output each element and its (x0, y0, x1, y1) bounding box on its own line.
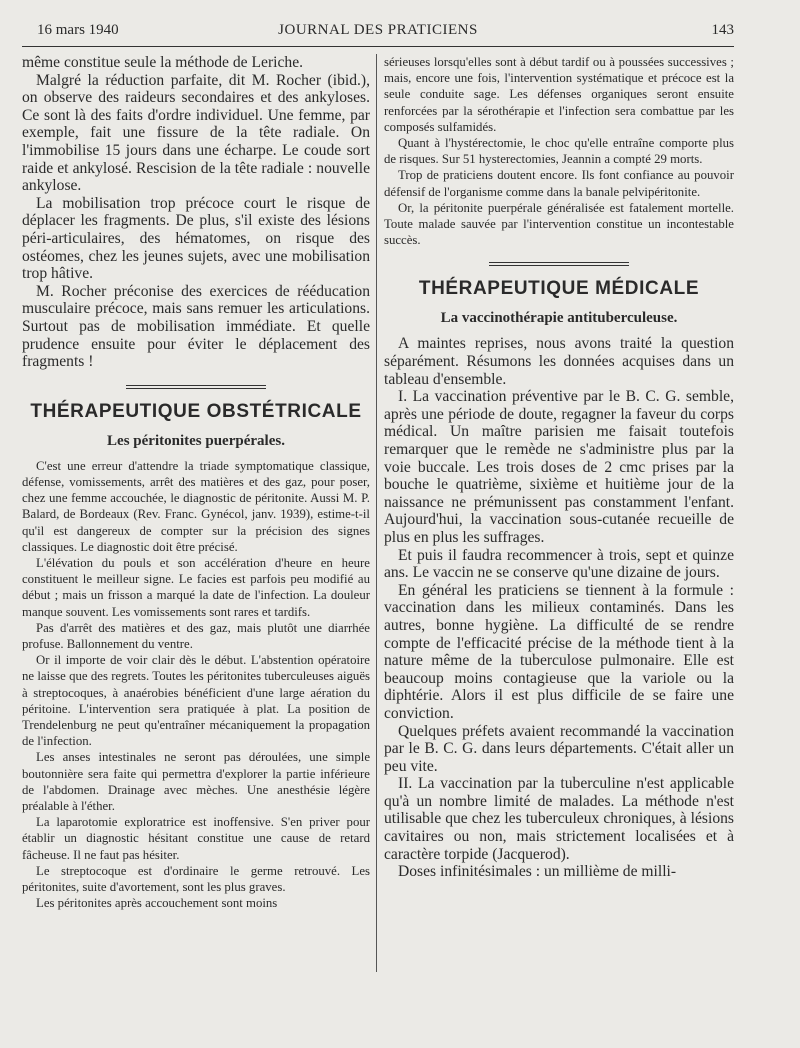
header-journal-title: JOURNAL DES PRATICIENS (278, 22, 478, 38)
article-title: Les péritonites puerpérales. (107, 432, 285, 449)
paragraph: même constitue seule la méthode de Leriche. (22, 54, 304, 71)
paragraph: II. La vaccination par la tuberculine n'est applicable qu'à un nombre limité de malades. La méthode n'est utilisable que chez les tuberculeux chroniques, à lésions cavitaires ou non, mais strictement localisées et à caractère torpide (Jacquerod). (384, 775, 734, 863)
right-column (384, 54, 734, 881)
paragraph: Malgré la réduction parfaite, dit M. Rocher (ibid.), on observe des raideurs secondaires et des ankyloses. Ce sont là des faits d'ordre individuel. Une femme, par exemple, fait une fissure de la tête radiale. On l'immobilise 15 jours dans une écharpe. Le coude sort raide et ankylosé. Rescision de la tête radiale : nouvelle ankylose. (22, 71, 370, 195)
paragraph: La mobilisation trop précoce court le risque de déplacer les fragments. De plus, s'il existe des lésions péri-articulaires, des hématomes, on risque des ostéomes, chez les jeunes sujets, avec une mobilisation trop hâtive. (22, 194, 370, 283)
paragraph: Les péritonites après accouchement sont moins (36, 896, 278, 911)
paragraph: Le streptocoque est d'ordinaire le germe retrouvé. Les péritonites, suite d'avortement, sont les plus graves. (22, 863, 370, 894)
paragraph: Les anses intestinales ne seront pas déroulées, une simple boutonnière sera faite qui permettra d'explorer la partie inférieure de l'abdomen. Drainage avec mèches. Une anesthésie légère préalable à l'éther. (22, 750, 370, 813)
section-divider (489, 262, 629, 266)
paragraph: sérieuses lorsqu'elles sont à début tardif ou à poussées successives ; mais, encore une fois, l'intervention systématique et précoce est la seule conduite sage. Les défenses organiques seront ensuite renforcées par la sérothérapie et l'infection sera combattue par les composés sulfamidés. (384, 55, 734, 134)
paragraph: M. Rocher préconise des exercices de rééducation musculaire précoce, mais sans remuer les articulations. Surtout pas de mobilisation immédiate. Et quelle prudence ensuite pour éviter le déplacement des fragments ! (22, 282, 370, 371)
running-header (22, 20, 734, 47)
paragraph: Pas d'arrêt des matières et des gaz, mais plutôt une diarrhée profuse. Ballonnement du ventre. (22, 620, 370, 651)
paragraph: Doses infinitésimales : un millième de milli- (398, 863, 677, 881)
article-title: La vaccinothérapie antituberculeuse. (440, 310, 678, 327)
section-title-medicale: THÉRAPEUTIQUE MÉDICALE (418, 278, 700, 300)
paragraph: Or il importe de voir clair dès le début. L'abstention opératoire ne laisse que des regrets. Toutes les péritonites tuberculeuses aiguës à streptocoques, à anaérobies bénéficient d'une large aération du péritoine. L'intervention sera pratiquée à plat. La position de Trendelenburg ne peut qu'entraîner mécaniquement la propagation de l'infection. (22, 653, 370, 749)
paragraph: La laparotomie exploratrice est inoffensive. S'en priver pour établir un diagnostic hésitant constitue une cause de retard fâcheuse. Il ne faut pas hésiter. (22, 815, 370, 862)
header-date: 16 mars 1940 (37, 22, 119, 38)
paragraph: Trop de praticiens doutent encore. Ils font confiance au pouvoir défensif de l'organisme comme dans la banale pelvipéritonite. (384, 168, 734, 199)
header-page-number: 143 (711, 22, 734, 38)
paragraph: Quelques préfets avaient recommandé la vaccination par le B. C. G. dans leurs départements. C'était aller un peu vite. (384, 722, 734, 775)
paragraph: A maintes reprises, nous avons traité la question séparément. Résumons les données acquises dans un tableau d'ensemble. (384, 335, 734, 388)
section-title-obstetrique: THÉRAPEUTIQUE OBSTÉTRICALE (30, 400, 362, 422)
left-column (22, 54, 370, 911)
paragraph: Or, la péritonite puerpérale généralisée est fatalement mortelle. Toute malade sauvée par l'intervention constitue un incontestable succès. (384, 200, 734, 248)
paragraph: En général les praticiens se tiennent à la formule : vaccination dans les milieux contaminés. Dans les autres, bonne hygiène. La difficulté de se rendre compte de l'efficacité précise de la méthode tient à la nature même de la tuberculose pulmonaire. Elle est beaucoup moins contagieuse que la variole ou la diphtérie. Alors il est plus difficile de se faire une conviction. (384, 581, 734, 722)
paragraph: Quant à l'hystérectomie, le choc qu'elle entraîne comporte plus de risques. Sur 51 hysterectomies, Jeannin a compté 29 morts. (384, 136, 734, 167)
paragraph: I. La vaccination préventive par le B. C. G. semble, après une période de doute, regagner la faveur du corps médical. Un maître parisien me faisait toutefois remarquer que le remède ne s'administre plus par la voie buccale. Les trois doses de 2 cmc prises par la bouche le quatrième, sixième et huitième jour de la naissance ne prémunissent pas constamment l'enfant. Aujourd'hui, la vaccination sous-cutanée recueille de plus en plus les suffrages. (384, 388, 734, 546)
paragraph: L'élévation du pouls et son accélération d'heure en heure constituent le meilleur signe. Le facies est parfois peu modifié au début ; mais un frisson a marqué la date de l'infection. La douleur manque souvent. Les vomissements sont rares et tardifs. (22, 555, 370, 619)
paragraph: C'est une erreur d'attendre la triade symptomatique classique, défense, vomissements, arrêt des matières et des gaz, pour poser, chez une femme accouchée, le diagnostic de péritonite. Aussi M. P. Balard, de Bordeaux (Rev. Franc. Gynécol, janv. 1939), estime-t-il qu'il est dangereux de compter sur la précision des signes classiques. Le diagnostic doit être précisé. (22, 458, 370, 554)
paragraph: Et puis il faudra recommencer à trois, sept et quinze ans. Le vaccin ne se conserve qu'une dizaine de jours. (384, 546, 734, 582)
column-rule (376, 54, 377, 972)
section-divider (126, 385, 266, 389)
